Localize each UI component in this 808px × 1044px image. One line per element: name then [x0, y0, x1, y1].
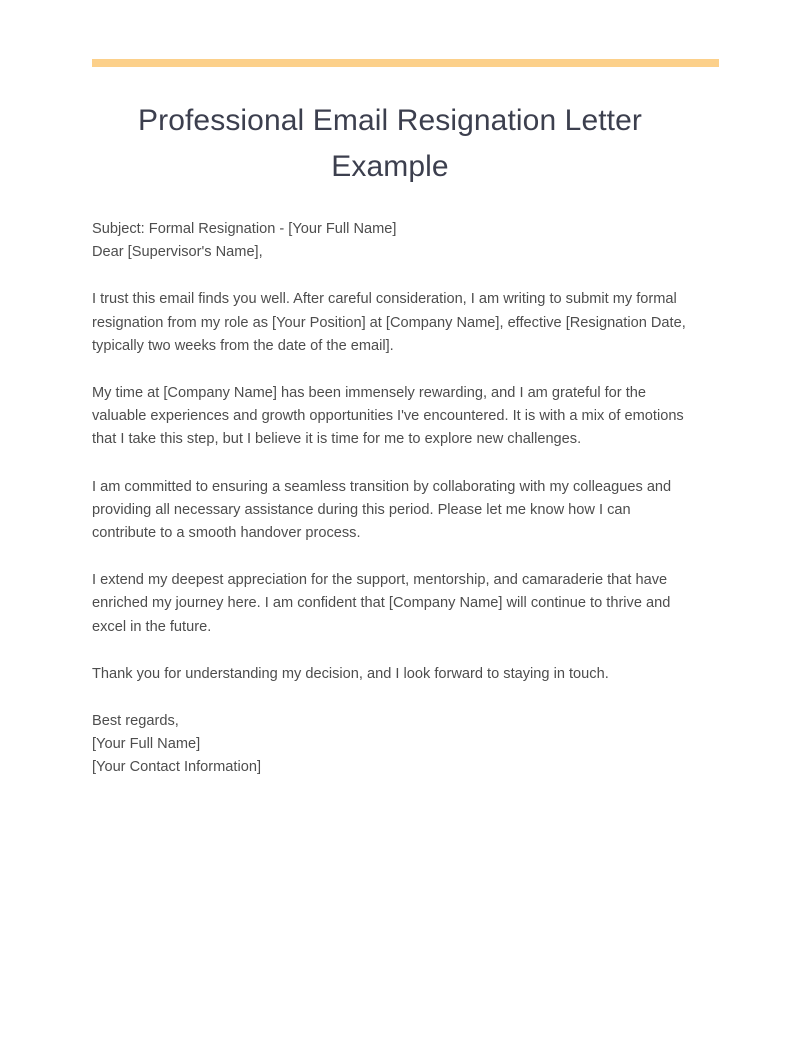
- letter-paragraph-4: I extend my deepest appreciation for the support, mentorship, and camaraderie that have enriched my journey here. I am confident that [Company Name] will continue to thrive and excel in the future.: [92, 572, 671, 635]
- subject-line: Subject: Formal Resignation - [Your Full Name]: [92, 221, 397, 237]
- closing-line: Best regards,: [92, 713, 179, 730]
- letter-paragraph-2: My time at [Company Name] has been immensely rewarding, and I am grateful for the valuable experiences and growth opportunities I've encountered. It is with a mix of emotions that I take this step, but I believe it is time for me to explore new challenges.: [92, 385, 684, 448]
- letter-paragraph-5: Thank you for understanding my decision, and I look forward to staying in touch.: [92, 665, 609, 682]
- page-title: Professional Email Resignation Letter Example: [138, 104, 642, 183]
- letter-header-block: [92, 218, 688, 264]
- signature-name-line: [Your Full Name]: [92, 736, 201, 753]
- top-accent-bar: [92, 59, 719, 67]
- letter-body: [92, 218, 688, 780]
- letter-paragraph-1: I trust this email finds you well. After careful consideration, I am writing to submit my formal resignation from my role as [Your Position] at [Company Name], effective [Resignation Date, typically two weeks from the date of the email].: [92, 291, 686, 354]
- letter-signoff-block: [92, 710, 688, 780]
- signature-contact-line: [Your Contact Information]: [92, 759, 262, 776]
- salutation-line: Dear [Supervisor's Name],: [92, 244, 263, 261]
- letter-paragraph-3: I am committed to ensuring a seamless transition by collaborating with my colleagues and providing all necessary assistance during this period. Please let me know how I can contribute to a smooth handover process.: [92, 478, 672, 542]
- document-content: [92, 98, 688, 780]
